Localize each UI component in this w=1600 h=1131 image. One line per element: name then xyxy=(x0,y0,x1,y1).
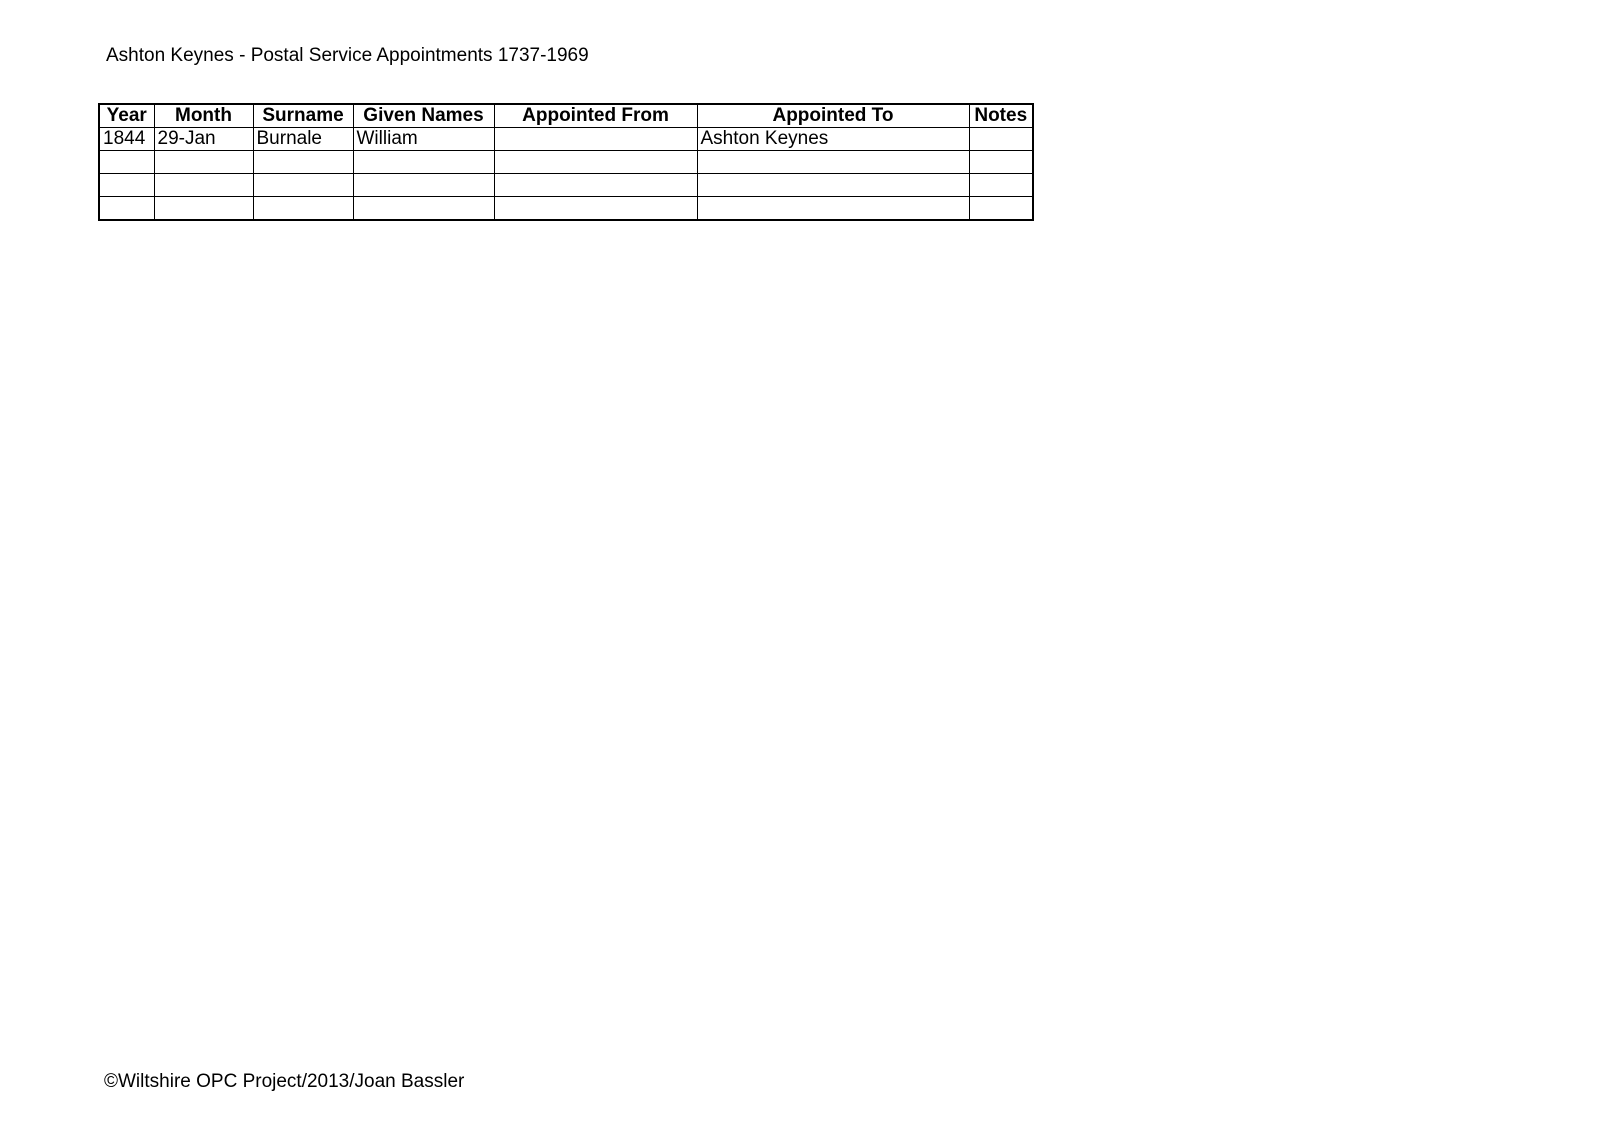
cell-month xyxy=(154,197,253,221)
column-header-notes: Notes xyxy=(969,104,1033,128)
table-header-row xyxy=(99,104,1033,128)
cell-month xyxy=(154,151,253,174)
column-header-appointed-to: Appointed To xyxy=(697,104,969,128)
cell-notes xyxy=(969,128,1033,151)
cell-notes xyxy=(969,151,1033,174)
cell-appointed-from xyxy=(494,128,697,151)
cell-surname: Burnale xyxy=(253,128,353,151)
cell-year: 1844 xyxy=(99,128,154,151)
column-header-month: Month xyxy=(154,104,253,128)
cell-given-names xyxy=(353,174,494,197)
table-row xyxy=(99,174,1033,197)
cell-surname xyxy=(253,197,353,221)
cell-notes xyxy=(969,174,1033,197)
cell-month: 29-Jan xyxy=(154,128,253,151)
cell-appointed-from xyxy=(494,174,697,197)
cell-surname xyxy=(253,151,353,174)
table-row xyxy=(99,128,1033,151)
cell-given-names xyxy=(353,151,494,174)
cell-year xyxy=(99,174,154,197)
cell-appointed-to xyxy=(697,197,969,221)
cell-appointed-from xyxy=(494,197,697,221)
table-row xyxy=(99,197,1033,221)
cell-appointed-to: Ashton Keynes xyxy=(697,128,969,151)
appointments-table xyxy=(98,103,1034,221)
cell-given-names xyxy=(353,197,494,221)
column-header-appointed-from: Appointed From xyxy=(494,104,697,128)
table-row xyxy=(99,151,1033,174)
column-header-year: Year xyxy=(99,104,154,128)
cell-appointed-to xyxy=(697,174,969,197)
cell-notes xyxy=(969,197,1033,221)
cell-year xyxy=(99,197,154,221)
cell-given-names: William xyxy=(353,128,494,151)
footer-credit: ©Wiltshire OPC Project/2013/Joan Bassler xyxy=(104,1071,465,1092)
cell-month xyxy=(154,174,253,197)
cell-appointed-to xyxy=(697,151,969,174)
page-title: Ashton Keynes - Postal Service Appointments 1737-1969 xyxy=(106,45,589,66)
cell-appointed-from xyxy=(494,151,697,174)
cell-year xyxy=(99,151,154,174)
column-header-given-names: Given Names xyxy=(353,104,494,128)
cell-surname xyxy=(253,174,353,197)
column-header-surname: Surname xyxy=(253,104,353,128)
